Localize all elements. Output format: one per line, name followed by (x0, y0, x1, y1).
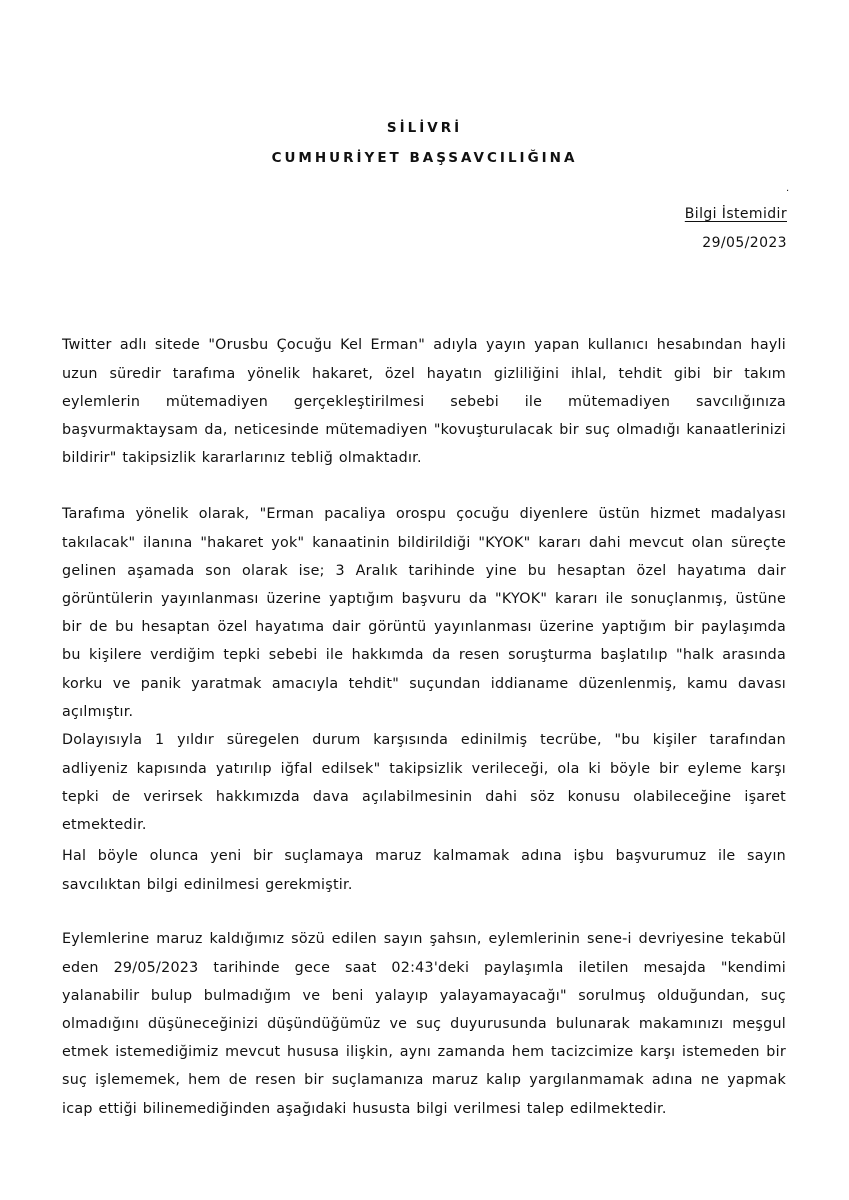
paragraph-1: Twitter adlı sitede "Orusbu Çocuğu Kel Erman" adıyla yayın yapan kullanıcı hesabından hayli uzun süredir tarafıma yönelik hakaret, özel hayatın gizliliğini ihlal, tehdit gibi bir takım eylemlerin mütemadiyen gerçekleştirilmesi sebebi ile mütemadiyen savcılığınıza başvurmaktaysam da, neticesinde mütemadiyen "kovuşturulacak bir suç olmadığı kanaatlerinizi bildirir" takipsizlik kararlarınız tebliğ olmaktadır. (62, 337, 786, 467)
addressee-city: SİLİVRİ (386, 120, 463, 136)
paragraph-2: Tarafıma yönelik olarak, "Erman pacaliya orospu çocuğu diyenlere üstün hizmet madalyası takılacak" ilanına "hakaret yok" kanaatinin bildirildiği "KYOK" kararı dahi mevcut olan süreçte gelinen aşamada son olarak ise; 3 Aralık tarihinde yine bu hesaptan özel hayatıma dair görüntülerin yayınlanması üzerine yaptığım başvuru da "KYOK" kararı ile sonuçlanmış, üstüne bir de bu hesaptan özel hayatıma dair görüntü yayınlanması üzerine yaptığım bir paylaşımda bu kişilere verdiğim tepki sebebi ile hakkımda da resen soruşturma başlatılıp "halk arasında korku ve panik yaratmak amacıyla tehdit" suçundan iddianame düzenlenmiş, kamu davası açılmıştır. (62, 506, 786, 720)
addressee-office: CUMHURİYET BAŞSAVCILIĞINA (271, 150, 578, 166)
paragraph-3: Dolayısıyla 1 yıldır süregelen durum karşısında edinilmiş tecrübe, "bu kişiler tarafından adliyeniz kapısında yatırılıp iğfal edilsek" takipsizlik verileceği, ola ki böyle bir eyleme karşı tepki de verirsek hakkımızda dava açılabilmesinin dahi söz konusu olabileceğine işaret etmektedir. (62, 732, 786, 833)
paragraph-4: Hal böyle olunca yeni bir suçlamaya maruz kalmamak adına işbu başvurumuz ile sayın savcılıktan bilgi edinilmesi gerekmiştir. (62, 848, 786, 893)
dot-mark: . (786, 183, 790, 194)
document-subject: Bilgi İstemidir (684, 206, 787, 222)
document-date: 29/05/2023 (702, 235, 787, 251)
paragraph-5: Eylemlerine maruz kaldığımız sözü edilen sayın şahsın, eylemlerinin sene-i devriyesine tekabül eden 29/05/2023 tarihinde gece saat 02:43'deki paylaşımla iletilen mesajda "kendimi yalanabilir bulup bulmadığım ve beni yalayıp yalayamayacağı" sorulmuş olduğundan, suç olmadığını düşüneceğinizi düşündüğümüz ve suç duyurusunda bulunarak makamınızı meşgul etmek istemediğimiz mevcut hususa ilişkin, aynı zamanda hem tacizcimize karşı istemeden bir suç işlememek, hem de resen bir suçlamanıza maruz kalıp yargılanmamak adına ne yapmak icap ettiği bilinemediğinden aşağıdaki hususta bilgi verilmesi talep edilmektedir. (62, 931, 786, 1117)
